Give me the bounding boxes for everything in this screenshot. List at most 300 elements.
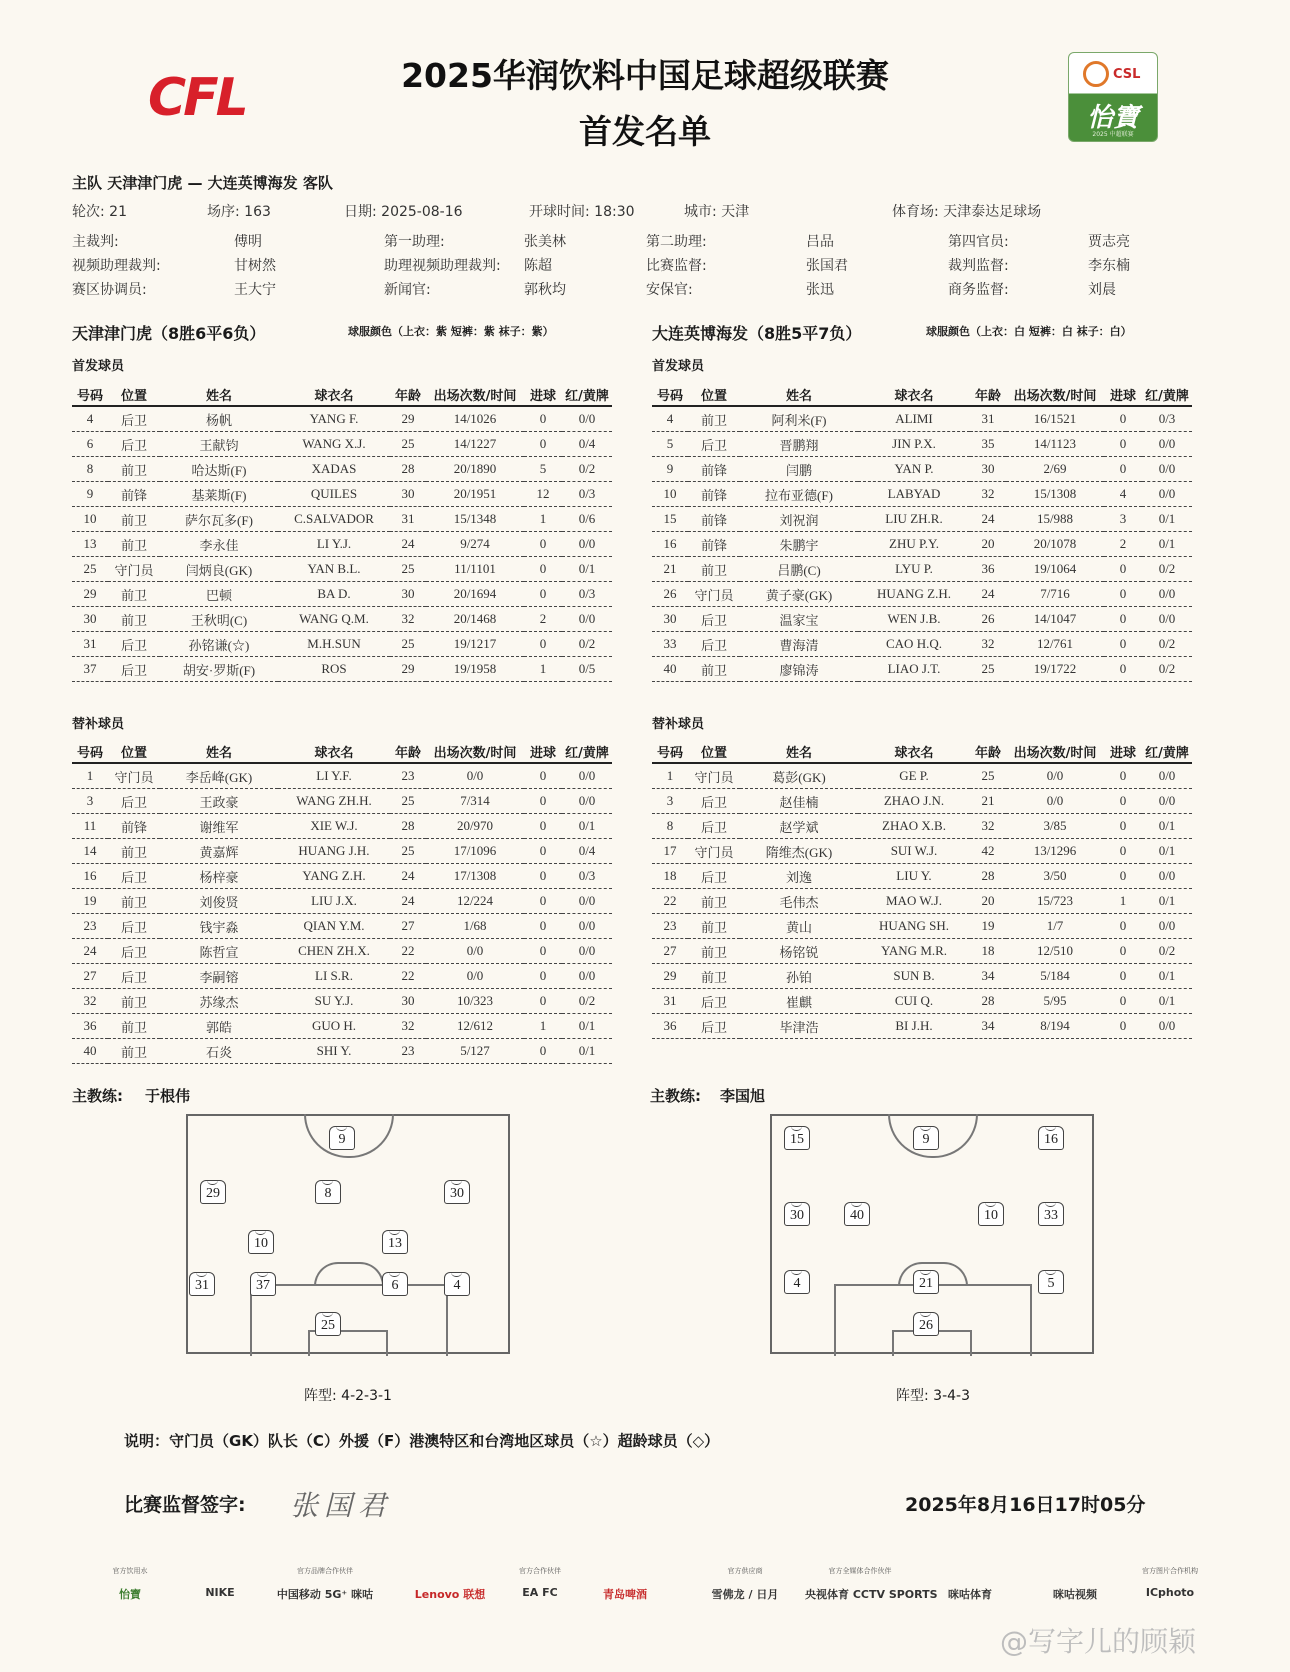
player-cell: 8/194	[1006, 1014, 1104, 1039]
player-cell: 刘俊贤	[160, 889, 278, 914]
column-header: 进球	[1104, 383, 1142, 406]
player-cell: 0/2	[562, 632, 612, 657]
player-cell: SUN B.	[858, 964, 970, 989]
column-header: 出场次数/时间	[426, 383, 524, 406]
player-cell: 后卫	[108, 432, 160, 457]
player-cell: 0/1	[1142, 989, 1192, 1014]
player-cell: 0	[1104, 989, 1142, 1014]
jersey-icon: 26	[913, 1312, 939, 1336]
player-cell: 20/1951	[426, 482, 524, 507]
player-cell: 0	[1104, 657, 1142, 682]
column-header: 出场次数/时间	[1006, 740, 1104, 763]
player-row	[652, 532, 1192, 557]
player-cell: 前卫	[688, 939, 740, 964]
player-cell: 18	[652, 864, 688, 889]
player-cell: 15/723	[1006, 889, 1104, 914]
sun-icon	[1083, 61, 1109, 87]
player-cell: 32	[390, 1014, 426, 1039]
player-cell: 前卫	[108, 1039, 160, 1064]
player-cell: HUANG J.H.	[278, 839, 390, 864]
player-cell: 0/3	[1142, 406, 1192, 432]
player-cell: 后卫	[688, 989, 740, 1014]
player-cell: 赵佳楠	[740, 789, 858, 814]
player-cell: 前卫	[108, 607, 160, 632]
player-row	[72, 657, 612, 682]
player-row	[652, 607, 1192, 632]
officials-grid: 主裁判: 傅明 第一助理: 张美林 第二助理: 吕品 第四官员: 贾志亮 视频助理裁判: 甘树然 助理视频助理裁判: 陈超 比赛监督: 张国君 裁判监督: 李东楠 赛区协调员: 王大宁 新闻官: 郭秋均 安保官: 张迅 商务监督: 刘晨	[72, 234, 1130, 298]
player-cell: 闫炳良(GK)	[160, 557, 278, 582]
column-header: 球衣名	[278, 383, 390, 406]
player-cell: 24	[390, 889, 426, 914]
player-cell: 曹海清	[740, 632, 858, 657]
player-row	[652, 939, 1192, 964]
player-row	[652, 763, 1192, 789]
player-cell: 32	[970, 482, 1006, 507]
player-cell: 0	[1104, 839, 1142, 864]
player-cell: 33	[652, 632, 688, 657]
player-row	[72, 532, 612, 557]
player-cell: 0/2	[1142, 632, 1192, 657]
player-cell: 0/0	[562, 889, 612, 914]
column-header: 出场次数/时间	[426, 740, 524, 763]
player-cell: 吕鹏(C)	[740, 557, 858, 582]
player-cell: 16/1521	[1006, 406, 1104, 432]
player-cell: 28	[970, 864, 1006, 889]
player-cell: YANG Z.H.	[278, 864, 390, 889]
jersey-icon: 10	[248, 1230, 274, 1254]
player-cell: 14/1123	[1006, 432, 1104, 457]
column-header: 年龄	[970, 740, 1006, 763]
player-cell: 10	[652, 482, 688, 507]
player-cell: 0/0	[562, 406, 612, 432]
player-cell: 0/1	[1142, 814, 1192, 839]
player-cell: LIU ZH.R.	[858, 507, 970, 532]
player-cell: 14/1227	[426, 432, 524, 457]
player-cell: QIAN Y.M.	[278, 914, 390, 939]
player-cell: 后卫	[108, 914, 160, 939]
jersey-icon: 16	[1038, 1126, 1064, 1150]
sponsor-category: 官方品牌合作伙伴	[297, 1567, 353, 1575]
player-cell: 8	[652, 814, 688, 839]
player-cell: ZHAO J.N.	[858, 789, 970, 814]
player-cell: 37	[72, 657, 108, 682]
player-cell: 14/1047	[1006, 607, 1104, 632]
player-cell: 15/1348	[426, 507, 524, 532]
player-cell: 0/1	[562, 1014, 612, 1039]
sponsor-logo: ICphoto	[1145, 1586, 1195, 1599]
jersey-icon: 37	[250, 1272, 276, 1296]
player-cell: 28	[390, 814, 426, 839]
player-cell: LI Y.J.	[278, 532, 390, 557]
player-cell: 0/0	[1142, 582, 1192, 607]
player-cell: ZHAO X.B.	[858, 814, 970, 839]
player-cell: 27	[652, 939, 688, 964]
player-cell: 40	[72, 1039, 108, 1064]
player-cell: 前锋	[108, 482, 160, 507]
player-cell: 20/1694	[426, 582, 524, 607]
player-row	[652, 889, 1192, 914]
column-header: 球衣名	[858, 740, 970, 763]
player-cell: 32	[390, 607, 426, 632]
player-cell: 23	[72, 914, 108, 939]
player-cell: 25	[390, 632, 426, 657]
player-cell: 1	[524, 657, 562, 682]
player-cell: 0	[1104, 607, 1142, 632]
player-cell: 19/1722	[1006, 657, 1104, 682]
player-row	[72, 864, 612, 889]
player-cell: 0/1	[562, 814, 612, 839]
player-cell: ALIMI	[858, 406, 970, 432]
player-cell: 前卫	[688, 914, 740, 939]
player-cell: 29	[390, 657, 426, 682]
player-cell: 42	[970, 839, 1006, 864]
player-cell: 32	[970, 632, 1006, 657]
player-cell: 0/4	[562, 432, 612, 457]
player-cell: YAN P.	[858, 457, 970, 482]
player-row	[72, 507, 612, 532]
player-cell: 3	[652, 789, 688, 814]
player-cell: 1	[524, 507, 562, 532]
player-row	[652, 507, 1192, 532]
player-cell: 崔麒	[740, 989, 858, 1014]
player-cell: 黄嘉辉	[160, 839, 278, 864]
player-cell: 19/1958	[426, 657, 524, 682]
sponsor-logo: 中国移动 5G⁺ 咪咕	[276, 1588, 374, 1601]
player-cell: 16	[72, 864, 108, 889]
player-cell: 3	[72, 789, 108, 814]
jersey-icon: 6	[382, 1272, 408, 1296]
jersey-icon: 8	[315, 1180, 341, 1204]
player-cell: 9/274	[426, 532, 524, 557]
player-cell: 0/3	[562, 482, 612, 507]
jersey-icon: 13	[382, 1230, 408, 1254]
player-cell: 0/3	[562, 864, 612, 889]
player-cell: 0	[524, 839, 562, 864]
player-row	[652, 839, 1192, 864]
player-cell: 0	[524, 432, 562, 457]
player-cell: 0	[1104, 914, 1142, 939]
player-cell: 0/0	[1142, 457, 1192, 482]
player-cell: 李嗣镕	[160, 964, 278, 989]
player-cell: 12/612	[426, 1014, 524, 1039]
player-cell: 27	[390, 914, 426, 939]
player-cell: 20	[970, 889, 1006, 914]
player-cell: 守门员	[688, 763, 740, 789]
player-cell: 守门员	[688, 839, 740, 864]
watermark: @写字儿的顾颖	[1000, 1625, 1197, 1658]
player-cell: LYU P.	[858, 557, 970, 582]
player-row	[72, 607, 612, 632]
home-team-title: 天津津门虎（8胜6平6负）	[72, 324, 266, 343]
player-cell: 0/1	[1142, 507, 1192, 532]
player-cell: 26	[970, 607, 1006, 632]
player-cell: 0	[1104, 406, 1142, 432]
player-cell: 20/1468	[426, 607, 524, 632]
player-cell: 后卫	[688, 814, 740, 839]
player-cell: 前卫	[108, 457, 160, 482]
jersey-icon: 29	[200, 1180, 226, 1204]
player-cell: 25	[390, 789, 426, 814]
sponsor-category: 官方供应商	[727, 1567, 763, 1575]
player-cell: 0/0	[426, 763, 524, 789]
player-cell: 20/1890	[426, 457, 524, 482]
jersey-icon: 10	[978, 1202, 1004, 1226]
player-cell: 闫鹏	[740, 457, 858, 482]
player-cell: 15/988	[1006, 507, 1104, 532]
player-cell: 0/0	[562, 532, 612, 557]
player-cell: WANG Q.M.	[278, 607, 390, 632]
player-cell: 14	[72, 839, 108, 864]
player-cell: 0/0	[426, 939, 524, 964]
player-cell: SUI W.J.	[858, 839, 970, 864]
player-cell: 0/0	[1142, 914, 1192, 939]
player-cell: 0/0	[1006, 789, 1104, 814]
player-cell: 24	[970, 582, 1006, 607]
player-cell: WANG ZH.H.	[278, 789, 390, 814]
player-cell: 19	[72, 889, 108, 914]
player-cell: 25	[72, 557, 108, 582]
player-row	[72, 1039, 612, 1064]
away-kit-colors: 球服颜色（上衣：白 短裤：白 袜子：白）	[926, 325, 1132, 338]
player-cell: 0/2	[562, 989, 612, 1014]
player-cell: 29	[652, 964, 688, 989]
player-cell: LIAO J.T.	[858, 657, 970, 682]
player-cell: 前锋	[688, 457, 740, 482]
player-cell: 5/184	[1006, 964, 1104, 989]
sponsor-logo: 咪咕视频	[1053, 1588, 1097, 1601]
player-cell: 3/85	[1006, 814, 1104, 839]
player-cell: 前卫	[688, 964, 740, 989]
player-row	[72, 432, 612, 457]
player-cell: 后卫	[688, 864, 740, 889]
jersey-icon: 9	[913, 1126, 939, 1150]
player-cell: 0/2	[1142, 557, 1192, 582]
sponsor-logo: EA FC	[522, 1586, 558, 1599]
player-cell: 10	[72, 507, 108, 532]
player-cell: 0/0	[562, 789, 612, 814]
player-cell: 34	[970, 964, 1006, 989]
page-title: 2025华润饮料中国足球超级联赛	[401, 56, 889, 95]
player-cell: 0	[1104, 557, 1142, 582]
player-cell: 0	[524, 406, 562, 432]
player-cell: 0	[1104, 432, 1142, 457]
player-cell: LIU Y.	[858, 864, 970, 889]
player-cell: 基莱斯(F)	[160, 482, 278, 507]
home-coach-label: 主教练:	[72, 1087, 123, 1105]
player-row	[72, 914, 612, 939]
player-cell: 19/1217	[426, 632, 524, 657]
player-cell: 17/1096	[426, 839, 524, 864]
player-row	[72, 406, 612, 432]
player-cell: 32	[72, 989, 108, 1014]
column-header: 出场次数/时间	[1006, 383, 1104, 406]
player-cell: 0/0	[1142, 864, 1192, 889]
sponsor-category: 官方合作伙伴	[519, 1567, 561, 1575]
sponsor-strip	[95, 1566, 1245, 1616]
player-cell: 王秋明(C)	[160, 607, 278, 632]
column-header: 进球	[1104, 740, 1142, 763]
player-cell: 0/2	[562, 457, 612, 482]
player-cell: 0	[524, 789, 562, 814]
player-cell: 0/0	[426, 964, 524, 989]
player-cell: 36	[970, 557, 1006, 582]
match-title: 主队 天津津门虎 — 大连英博海发 客队	[72, 174, 333, 192]
player-cell: 2	[1104, 532, 1142, 557]
player-row	[652, 482, 1192, 507]
column-header: 姓名	[740, 740, 858, 763]
player-cell: 30	[970, 457, 1006, 482]
player-cell: 12	[524, 482, 562, 507]
player-cell: 后卫	[688, 632, 740, 657]
column-header: 号码	[652, 383, 688, 406]
player-cell: 25	[970, 657, 1006, 682]
jersey-icon: 4	[784, 1270, 810, 1294]
match-number: 场序: 163	[207, 204, 271, 220]
column-header: 姓名	[160, 383, 278, 406]
column-header: 球衣名	[858, 383, 970, 406]
player-cell: 李岳峰(GK)	[160, 763, 278, 789]
player-cell: 12/510	[1006, 939, 1104, 964]
player-row	[72, 839, 612, 864]
player-cell: 后卫	[688, 432, 740, 457]
player-cell: C.SALVADOR	[278, 507, 390, 532]
sponsor-logo: Lenovo 联想	[414, 1588, 486, 1601]
jersey-icon: 5	[1038, 1270, 1064, 1294]
player-cell: 后卫	[108, 789, 160, 814]
player-cell: 7/716	[1006, 582, 1104, 607]
home-kit-colors: 球服颜色（上衣：紫 短裤：紫 袜子：紫）	[348, 325, 554, 338]
home-formation: 阵型: 4-2-3-1	[304, 1388, 392, 1404]
player-cell: 0	[524, 763, 562, 789]
player-cell: 0/0	[562, 964, 612, 989]
player-cell: ZHU P.Y.	[858, 532, 970, 557]
player-cell: M.H.SUN	[278, 632, 390, 657]
player-cell: QUILES	[278, 482, 390, 507]
column-header: 进球	[524, 740, 562, 763]
player-cell: 拉布亚德(F)	[740, 482, 858, 507]
column-header: 红/黄牌	[562, 383, 612, 406]
player-cell: 21	[970, 789, 1006, 814]
sponsor-logo: 咪咕体育	[948, 1588, 992, 1601]
player-cell: BA D.	[278, 582, 390, 607]
player-row	[652, 557, 1192, 582]
player-cell: XIE W.J.	[278, 814, 390, 839]
player-cell: 0/1	[1142, 889, 1192, 914]
player-cell: 12/761	[1006, 632, 1104, 657]
player-cell: 1	[72, 763, 108, 789]
kickoff-time: 开球时间: 18:30	[529, 204, 635, 220]
player-cell: 26	[652, 582, 688, 607]
away-subs-label: 替补球员	[652, 717, 705, 732]
player-cell: 谢维军	[160, 814, 278, 839]
player-cell: 前卫	[108, 507, 160, 532]
player-cell: MAO W.J.	[858, 889, 970, 914]
home-subs-table	[72, 740, 612, 1064]
player-cell: 后卫	[108, 864, 160, 889]
player-cell: 12/224	[426, 889, 524, 914]
player-cell: 19	[970, 914, 1006, 939]
player-cell: 0/1	[562, 557, 612, 582]
column-header: 年龄	[970, 383, 1006, 406]
player-cell: 25	[390, 557, 426, 582]
player-cell: 24	[390, 864, 426, 889]
player-cell: 石炎	[160, 1039, 278, 1064]
csl-sponsor-logo: CSL 怡寶 2025 中超联赛	[1068, 52, 1158, 142]
away-coach: 李国旭	[720, 1087, 766, 1105]
away-formation-pitch	[770, 1114, 1094, 1354]
player-row	[652, 657, 1192, 682]
player-cell: 24	[72, 939, 108, 964]
player-row	[652, 406, 1192, 432]
player-cell: 后卫	[108, 964, 160, 989]
player-cell: 0/5	[562, 657, 612, 682]
player-cell: 晋鹏翔	[740, 432, 858, 457]
column-header: 位置	[688, 740, 740, 763]
player-cell: ROS	[278, 657, 390, 682]
player-cell: 守门员	[108, 557, 160, 582]
player-cell: 毛伟杰	[740, 889, 858, 914]
home-subs-label: 替补球员	[72, 717, 125, 732]
player-cell: 17/1308	[426, 864, 524, 889]
player-cell: 后卫	[688, 1014, 740, 1039]
player-cell: 5	[652, 432, 688, 457]
player-cell: 葛彭(GK)	[740, 763, 858, 789]
jersey-icon: 33	[1038, 1202, 1064, 1226]
player-cell: HUANG Z.H.	[858, 582, 970, 607]
player-row	[72, 964, 612, 989]
player-cell: 赵学斌	[740, 814, 858, 839]
player-cell: LABYAD	[858, 482, 970, 507]
player-cell: 0/0	[1142, 432, 1192, 457]
player-cell: WANG X.J.	[278, 432, 390, 457]
player-cell: 后卫	[108, 406, 160, 432]
player-cell: 17	[652, 839, 688, 864]
player-row	[72, 482, 612, 507]
player-cell: 15	[652, 507, 688, 532]
column-header: 位置	[688, 383, 740, 406]
player-cell: LIU J.X.	[278, 889, 390, 914]
player-cell: 守门员	[688, 582, 740, 607]
player-cell: 杨铭锐	[740, 939, 858, 964]
column-header: 位置	[108, 383, 160, 406]
column-header: 年龄	[390, 740, 426, 763]
player-cell: 1	[652, 763, 688, 789]
player-cell: 王政豪	[160, 789, 278, 814]
player-row	[72, 789, 612, 814]
signature-datetime: 2025年8月16日17时05分	[905, 1494, 1146, 1516]
player-row	[72, 457, 612, 482]
player-cell: 30	[652, 607, 688, 632]
player-cell: 36	[652, 1014, 688, 1039]
player-cell: 李永佳	[160, 532, 278, 557]
player-cell: 0/0	[1142, 789, 1192, 814]
player-cell: 0	[524, 582, 562, 607]
column-header: 号码	[72, 740, 108, 763]
player-cell: 毕津浩	[740, 1014, 858, 1039]
away-starters-table	[652, 383, 1192, 682]
player-cell: YANG M.R.	[858, 939, 970, 964]
home-coach: 于根伟	[145, 1087, 191, 1105]
sponsor-category: 官方图片合作机构	[1142, 1567, 1198, 1575]
player-row	[652, 582, 1192, 607]
player-cell: 0/0	[562, 939, 612, 964]
sponsor-logo: 怡寶	[119, 1588, 141, 1601]
player-cell: 后卫	[108, 632, 160, 657]
player-cell: 18	[970, 939, 1006, 964]
player-cell: 0/0	[562, 914, 612, 939]
player-cell: 前卫	[108, 889, 160, 914]
player-cell: 0	[524, 989, 562, 1014]
